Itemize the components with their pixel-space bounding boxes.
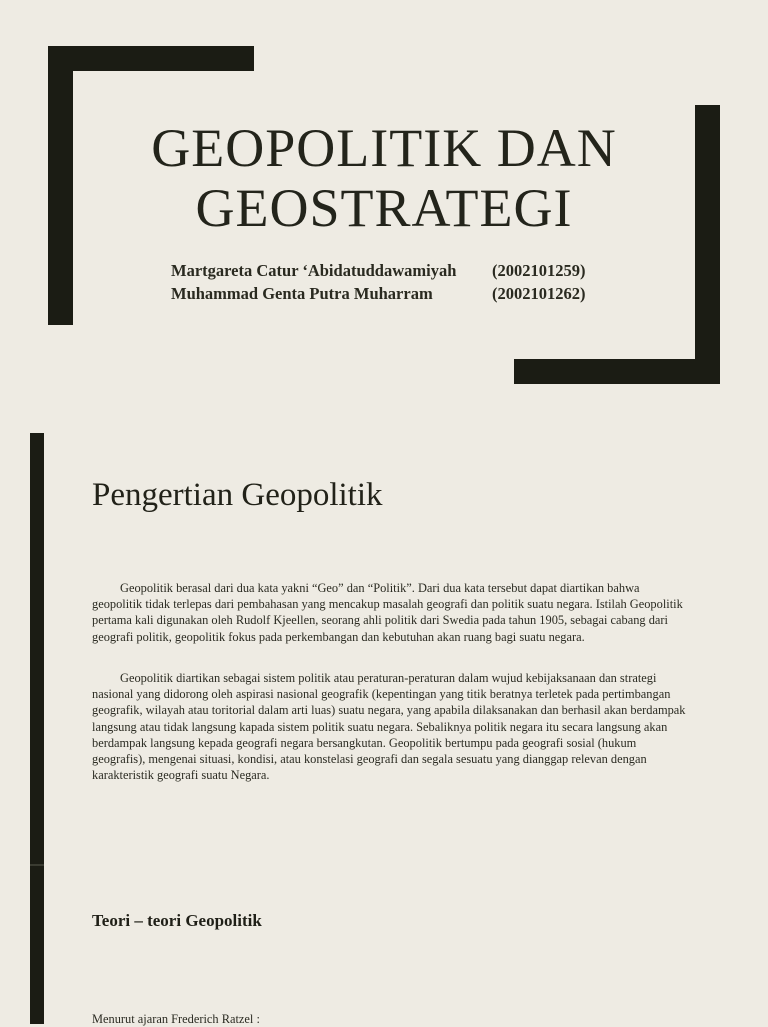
author-id: (2002101262) [492, 284, 586, 303]
title-line-1: GEOPOLITIK DAN [151, 118, 617, 178]
section-subheading: Teori – teori Geopolitik [92, 911, 262, 930]
frame-top-left-horizontal [48, 46, 254, 71]
cut-off-text-line: Menurut ajaran Frederich Ratzel : [92, 1012, 260, 1026]
paragraph-definition-1: Geopolitik berasal dari dua kata yakni “Geo” dan “Politik”. Dari dua kata tersebut dapat diartikan bahwa geopolitik tidak terlepas dari pembahasan yang mencakup masalah geografi dan politik suatu negara. Istilah Geopolitik pertama kali digunakan oleh Rudolf Kjeellen, seorang ahli politik dari Swedia pada tahun 1905, sebagai cabang dari geografi politik, geopolitik fokus pada perkembangan dan kebutuhan akan ruang bagi suatu negara. [92, 581, 683, 644]
author-name: Martgareta Catur ‘Abidatuddawamiyah [171, 261, 457, 280]
slide-divider [30, 864, 44, 866]
section-heading: Pengertian Geopolitik [92, 477, 383, 513]
title-line-2: GEOSTRATEGI [195, 178, 573, 238]
paragraph-definition-2: Geopolitik diartikan sebagai sistem politik atau peraturan-peraturan dalam wujud kebijaksanaan dan strategi nasional yang didorong oleh aspirasi nasional geografik (kepentingan yang titik beratnya terletek pada pertimbangan geografik, wilayah atau toritorial dalam arti luas) suatu negara, yang apabila dilaksanakan dan berhasil akan berdampak langsung atau tidak langsung kapada sistem politik suatu negara. Sebaliknya politik negara itu secara langsung akan berdampak langsung kepada geografi negara bersangkutan. Geopolitik bertumpu pada geografi sosial (hukum geografis), mengenai situasi, kondisi, atau konstelasi geografi dan segala sesuatu yang dianggap relevan dengan karakteristik geografi suatu Negara. [92, 671, 686, 783]
author-id: (2002101259) [492, 261, 586, 280]
frame-bottom-right-horizontal [514, 359, 720, 384]
author-name: Muhammad Genta Putra Muharram [171, 284, 433, 303]
slide-title [0, 118, 768, 238]
slide-left-accent-bar [30, 433, 44, 1024]
